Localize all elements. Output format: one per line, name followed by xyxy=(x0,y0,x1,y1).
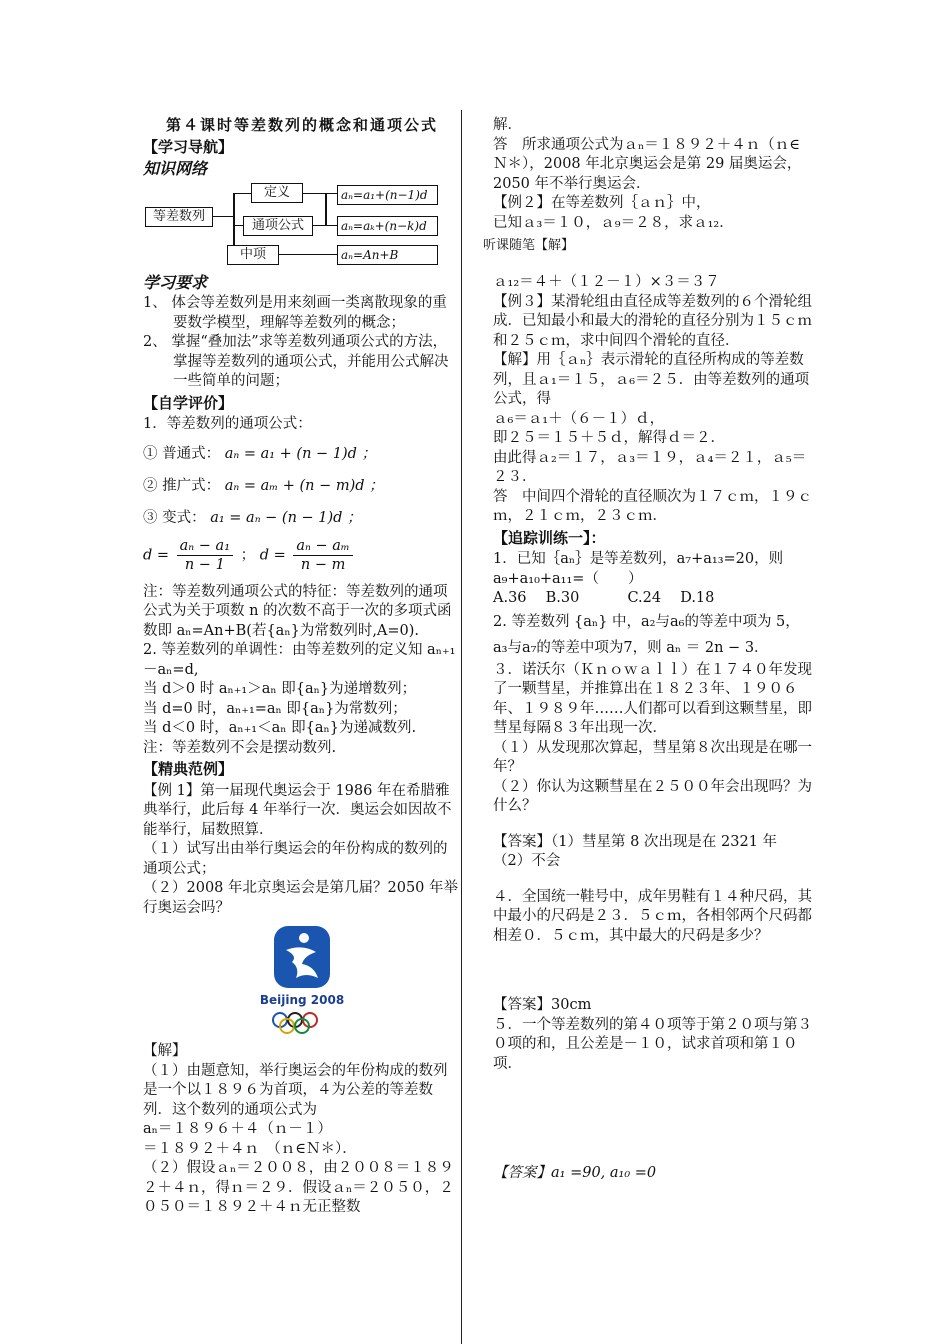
page-title: 第４课时等差数列的概念和通项公式 xyxy=(165,116,438,134)
solution-1: （１）由题意知，举行奥运会的年份构成的数列是一个以１８９６为首项，４为公差的等差数列．这个数列的通项公式为 xyxy=(143,1062,448,1118)
training-4: ４．全国统一鞋号中，成年男鞋有１４种尺码，其中最小的尺码是２３．５ｃｍ，各相邻两个尺码都相差０．５ｃｍ，其中最大的尺码是多少？ xyxy=(493,888,812,944)
requirement-2: 2、 掌握“叠加法”求等差数列通项公式的方法，掌握等差数列的通项公式，并能用公式解决一些简单的问题； xyxy=(143,334,449,389)
training-3-q1: （１）从发现那次算起，彗星第８次出现是在哪一年？ xyxy=(493,739,812,775)
example-1-q1: （１）试写出由举行奥运会的年份构成的数列的通项公式； xyxy=(143,841,448,877)
fraction-1 xyxy=(177,537,233,574)
solution-2: aₙ＝１８９６＋４（ｎ－１） xyxy=(143,1121,332,1137)
training-5-answer: 【答案】a₁ =90, a₁₀ =0 xyxy=(493,1165,657,1181)
fraction-1-numerator: aₙ − a₁ xyxy=(177,537,233,556)
requirement-1: 1、 体会等差数列是用来刻画一类离散现象的重要数学模型，理解等差数列的概念； xyxy=(143,295,447,331)
formula-variant-expr: a₁ = aₙ − (n − 1)d ； xyxy=(210,509,362,526)
item-1: 1．等差数列的通项公式： xyxy=(143,416,312,432)
fraction-2 xyxy=(293,537,352,574)
monotonic-3: 当 d＜0 时，aₙ₊₁＜aₙ 即{aₙ}为递减数列. xyxy=(143,720,417,736)
example-1-q2: （２）2008 年北京奥运会是第几届？2050 年举行奥运会吗？ xyxy=(143,880,459,916)
training-4-answer: 【答案】30cm xyxy=(493,997,592,1013)
fraction-2-denominator: n − m xyxy=(300,556,346,573)
example-3-solution-2: ａ₆＝ａ₁＋（６－１）ｄ， xyxy=(493,410,665,427)
training-3-q2: （２）你认为这颗彗星在２５００年会出现吗？为什么？ xyxy=(493,778,812,814)
example-2-answer: ａ₁₂＝４＋（１２－１）×３＝３７ xyxy=(493,274,720,290)
training-2: 2. 等差数列 {aₙ} 中，a₂与a₆的等差中项为 5，a₃与a₇的等差中项为7，则 aₙ ＝ 2n − 3． xyxy=(493,613,800,656)
solution-3: ＝１８９２＋４ｎ （ｎ∈Ｎ＊）． xyxy=(143,1140,357,1157)
d-equals-1: d = xyxy=(143,547,170,563)
right-column xyxy=(493,116,813,1184)
fraction-1-denominator: n − 1 xyxy=(184,556,225,573)
diagram-definition: 定义 xyxy=(251,183,303,203)
note-2: 注：等差数列不会是摆动数列. xyxy=(143,739,337,756)
self-study-heading: 【自学评价】 xyxy=(143,393,234,412)
example-2-given: 已知ａ₃＝１０，ａ₉＝２８，求ａ₁₂． xyxy=(493,214,734,231)
beijing-2008-logo xyxy=(252,924,352,1034)
diagram-formula-3: aₙ=An+B xyxy=(337,245,438,265)
solution-4: （２）假设ａₙ＝２００８，由２００８＝１８９２＋４ｎ，得ｎ＝２９．假设ａₙ＝２０５０，２０５０＝１８９２＋４ｎ无正整数 xyxy=(143,1160,454,1215)
diagram-formula-2: aₙ=aₖ+(n−k)d xyxy=(337,216,438,236)
item-2: 2. 等差数列的单调性：由等差数列的定义知 aₙ₊₁－aₙ=d, xyxy=(143,642,456,678)
monotonic-1: 当 d＞0 时 aₙ₊₁＞aₙ 即{aₙ}为递增数列； xyxy=(143,681,417,697)
diagram-root: 等差数列 xyxy=(145,207,213,227)
requirements-heading: 学习要求 xyxy=(143,272,208,292)
example-3-solution-1: 【解】用｛ａₙ｝表示滑轮的直径所构成的等差数列，且ａ₁＝１５，ａ₆＝２５．由等差数列的通项公式，得 xyxy=(493,352,810,407)
left-column xyxy=(143,116,461,1218)
training-3: ３．诺沃尔（Ｋｎｏｗａｌｌ）在１７４０年发现了一颗彗星，并推算出在１８２３年、１９０６年、１９８９年……人们都可以看到这颗彗星，即彗星每隔８３年出现一次． xyxy=(493,661,812,736)
formula-d xyxy=(143,537,461,577)
training-5: ５．一个等差数列的第４０项等于第２０项与第３０项的和，且公差是－１０，试求首项和第１０项． xyxy=(493,1016,812,1072)
diagram-general-term: 通项公式 xyxy=(243,216,313,236)
formula-common-expr: aₙ = a₁ + (n − 1)d ； xyxy=(224,445,377,462)
solution-label: 【解】 xyxy=(143,1043,187,1059)
training-1: 1．已知｛aₙ｝是等差数列，a₇+a₁₃=20，则 a₉+a₁₀+a₁₁=（ ） xyxy=(493,551,784,587)
example-3-solution-3: 即２５＝１５＋５ｄ，解得ｄ＝２． xyxy=(493,430,725,446)
examples-heading: 【精典范例】 xyxy=(143,760,234,778)
formula-extended-expr: aₙ = aₘ + (n − m)d ； xyxy=(224,477,384,494)
knowledge-heading: 知识网络 xyxy=(143,159,208,178)
training-1-options: A.36 B.30 C.24 D.18 xyxy=(493,590,715,606)
note-1: 注：等差数列通项公式的特征：等差数列的通项公式为关于项数 n 的次数不高于一次的多项式函数即 aₙ=An+B(若{aₙ}为常数列时,A=0). xyxy=(143,583,452,639)
example-1: 【例 1】第一届现代奥运会于 1986 年在希腊雅典举行，此后每 4 年举行一次．奥运会如因故不能举行，届数照算． xyxy=(143,782,452,838)
training-3-answer-1: 【答案】（1）彗星第 8 次出现是在 2321 年 xyxy=(493,833,778,850)
fraction-2-numerator: aₙ − aₘ xyxy=(293,537,352,556)
formula-common-label: ① 普通式： xyxy=(143,445,221,462)
diagram-formula-1: aₙ=a₁+(n−1)d xyxy=(337,185,438,205)
knowledge-diagram xyxy=(143,183,443,263)
diagram-middle-term: 中项 xyxy=(227,245,279,265)
example-3-solution-4: 由此得ａ₂＝１７，ａ₃＝１９，ａ₄＝２１，ａ₅＝２３． xyxy=(493,449,807,485)
formula-common xyxy=(143,441,461,467)
continued-solution: 解． xyxy=(493,117,522,133)
guide-heading: 【学习导航】 xyxy=(143,137,234,156)
formula-extended xyxy=(143,473,461,499)
logo-text: Beijing 2008 xyxy=(259,993,345,1007)
d-equals-2: d = xyxy=(259,547,286,563)
fraction-separator: ； xyxy=(240,547,256,563)
formula-variant-label: ③ 变式： xyxy=(143,509,206,526)
example-3: 【例３】某滑轮组由直径成等差数列的６个滑轮组成．已知最小和最大的滑轮的直径分别为１５ｃｍ和２５ｃｍ，求中间四个滑轮的直径． xyxy=(493,293,812,349)
example-3-answer: 答 中间四个滑轮的直径顺次为１７ｃｍ，１９ｃｍ，２１ｃｍ，２３ｃｍ． xyxy=(493,488,812,524)
training-3-answer-2: （2）不会 xyxy=(493,853,561,869)
column-divider xyxy=(461,110,462,1344)
margin-note: 听课随笔【解】 xyxy=(483,238,575,253)
formula-variant xyxy=(143,505,461,531)
tracking-heading: 【追踪训练一】： xyxy=(493,528,606,547)
monotonic-2: 当 d=0 时，aₙ₊₁=aₙ 即{aₙ}为常数列； xyxy=(143,700,407,717)
answer-example-1: 答 所求通项公式为ａₙ＝１８９２＋４ｎ（ｎ∈Ｎ＊），2008 年北京奥运会是第 29 届奥运会，2050 年不举行奥运会． xyxy=(493,136,802,192)
example-2: 【例２】在等差数列｛ａｎ｝中， xyxy=(493,195,711,211)
formula-extended-label: ② 推广式： xyxy=(143,477,221,494)
